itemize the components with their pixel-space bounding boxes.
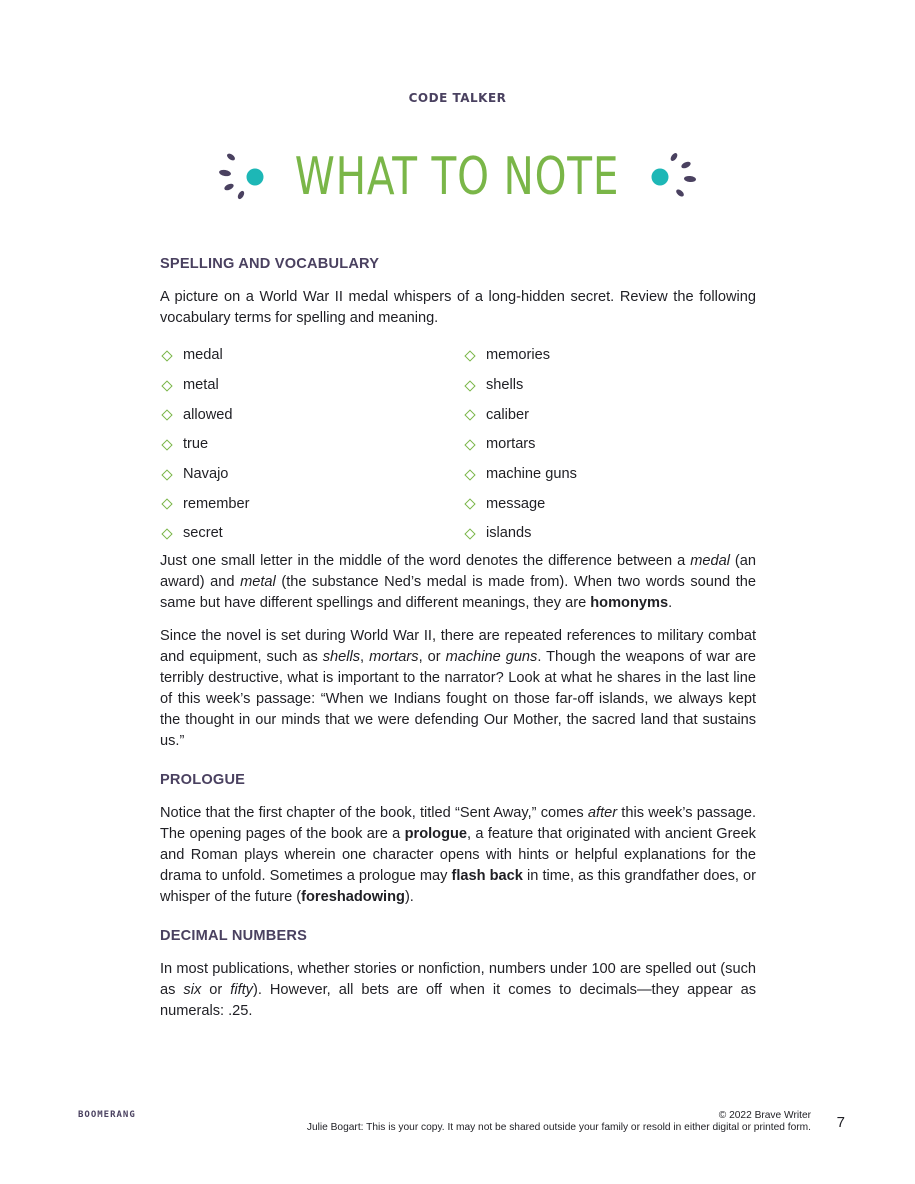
diamond-bullet-icon [161, 439, 172, 450]
list-item [160, 341, 463, 371]
vocab-word: mortars [486, 436, 536, 453]
list-item [463, 371, 756, 401]
diamond-bullet-icon [161, 410, 172, 421]
prologue-paragraph: Notice that the first chapter of the book, titled “Sent Away,” comes after this week’s passage. The opening pages of the book are a prologue, a feature that originated with ancient Greek and Roman plays wherein one character opens with hints or helpful explanations for the drama to unfold. Sometimes a prologue may flash back in time, as this grandfather does, or whisper of the future (foreshadowing). [160, 804, 756, 905]
vocab-word: true [183, 436, 209, 453]
publisher-logo: BOOMERANG [78, 1110, 136, 1120]
vocab-word: remember [183, 495, 250, 512]
running-header: CODE TALKER [408, 91, 507, 105]
list-item [160, 460, 463, 490]
decimals-paragraph: In most publications, whether stories or nonfiction, numbers under 100 are spelled out (such as six or fifty). However, all bets are off when it comes to decimals—they appear as numerals: .25. [160, 960, 756, 1019]
vocab-word: caliber [486, 406, 529, 423]
diamond-bullet-icon [161, 499, 172, 510]
vocab-word: allowed [183, 406, 233, 423]
diamond-bullet-icon [161, 528, 172, 539]
list-item [463, 341, 756, 371]
list-item [463, 430, 756, 460]
main-content [160, 254, 756, 1034]
prologue-heading: PROLOGUE [160, 771, 246, 788]
vocab-word: Navajo [183, 466, 229, 483]
list-item [160, 430, 463, 460]
vocab-word: medal [183, 347, 223, 364]
diamond-bullet-icon [464, 380, 475, 391]
spelling-heading: SPELLING AND VOCABULARY [160, 256, 380, 272]
license-notice: Julie Bogart: This is your copy. It may not be shared outside your family or resold in either digital or printed form. [306, 1122, 811, 1133]
title-banner [0, 146, 915, 208]
copyright-line: © 2022 Brave Writer [718, 1110, 811, 1121]
diamond-bullet-icon [161, 350, 172, 361]
diamond-bullet-icon [464, 528, 475, 539]
diamond-bullet-icon [464, 499, 475, 510]
military-paragraph: Since the novel is set during World War II, there are repeated references to military combat and equipment, such as shells, mortars, or machine guns. Though the weapons of war are terribly destructive, what is important to the narrator? Look at what he shares in the last line of this week’s passage: “When we Indians fought on those far-off islands, we always kept the thought in our minds that we were defending Our Mother, the sacred land that sustains us.” [160, 627, 757, 749]
vocab-word: shells [486, 377, 524, 394]
diamond-bullet-icon [464, 350, 475, 361]
diamond-bullet-icon [464, 410, 475, 421]
vocab-word: message [486, 495, 546, 512]
list-item [463, 519, 756, 549]
list-item [160, 489, 463, 519]
vocab-word: metal [183, 377, 219, 394]
diamond-bullet-icon [161, 380, 172, 391]
page-number: 7 [836, 1114, 845, 1131]
vocab-word: secret [183, 525, 223, 542]
diamond-bullet-icon [161, 469, 172, 480]
list-item [160, 371, 463, 401]
vocabulary-list [160, 341, 756, 549]
list-item [463, 460, 756, 490]
vocab-word: memories [486, 347, 551, 364]
list-item [463, 489, 756, 519]
vocab-word: islands [486, 525, 532, 542]
list-item [463, 400, 756, 430]
diamond-bullet-icon [464, 439, 475, 450]
spelling-intro: A picture on a World War II medal whispers of a long-hidden secret. Review the following vocabulary terms for spelling and meaning. [160, 289, 756, 326]
diamond-bullet-icon [464, 469, 475, 480]
list-item [160, 519, 463, 549]
vocab-word: machine guns [486, 466, 577, 483]
decimals-heading: DECIMAL NUMBERS [160, 927, 308, 944]
homonyms-paragraph: Just one small letter in the middle of the word denotes the difference between a medal (an award) and metal (the substance Ned’s medal is made from). When two words sound the same but have different spellings and different meanings, they are homonyms. [160, 552, 756, 611]
list-item [160, 400, 463, 430]
right-burst-ornament-icon [650, 149, 698, 205]
page-title: WHAT TO NOTE [295, 147, 620, 207]
footer-copyright [161, 1110, 811, 1134]
left-burst-ornament-icon [217, 149, 265, 205]
